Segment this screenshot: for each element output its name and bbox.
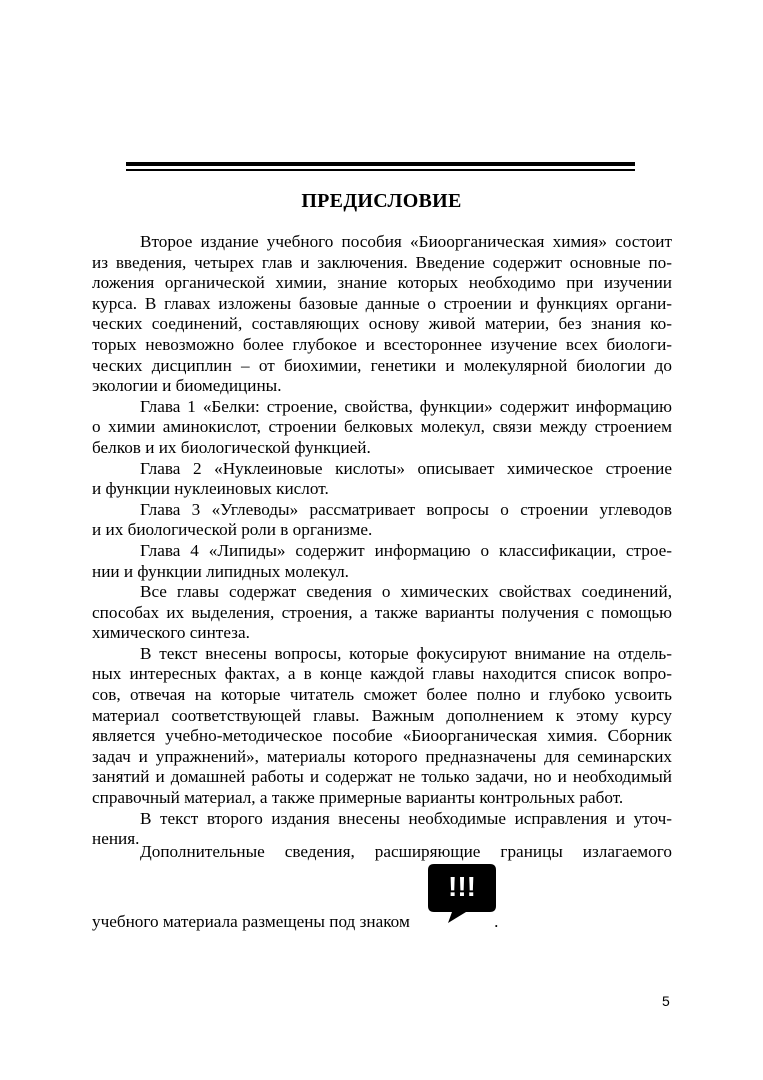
page-title: ПРЕДИСЛОВИЕ: [301, 190, 462, 212]
text-line: справочный материал, а также примерные варианты контрольных работ.: [92, 788, 624, 808]
text-line: и функции нуклеиновых кислот.: [92, 479, 329, 499]
text-line: Глава 4 «Липиды» содержит информацию о классификации, строе-: [140, 540, 672, 560]
text-line: Второе издание учебного пособия «Биоорганическая химия» состоит: [140, 232, 672, 251]
final-paragraph-line: Дополнительные сведения, расширяющие границы излагаемого: [140, 842, 672, 861]
text-line: химического синтеза.: [92, 623, 250, 643]
exclamation-speech-bubble-icon: [426, 862, 498, 924]
final-paragraph-period: .: [494, 912, 499, 931]
text-line: задач и упражнений», материалы которого предназначены для семинарских: [92, 746, 672, 766]
text-line: способах их выделения, строения, а также варианты получения с помощью: [92, 602, 672, 622]
text-line: Глава 3 «Углеводы» рассматривает вопросы о строении углеводов: [140, 499, 672, 519]
body-text: [92, 232, 672, 850]
text-line: Все главы содержат сведения о химических свойствах соединений,: [140, 582, 672, 602]
text-line: ложения органической химии, знание которых необходимо при изучении: [92, 273, 672, 293]
text-line: курса. В главах изложены базовые данные о строении и функциях органи-: [92, 293, 672, 313]
text-line: Глава 1 «Белки: строение, свойства, функции» содержит информацию: [140, 396, 672, 416]
top-rule-thick: [126, 162, 635, 166]
text-line: ных интересных фактах, а в конце каждой главы находится список вопро-: [92, 664, 672, 684]
text-line: и их биологической роли в организме.: [92, 520, 373, 540]
text-line: материал соответствующей главы. Важным дополнением к этому курсу: [92, 705, 672, 725]
text-line: экологии и биомедицины.: [92, 376, 282, 396]
text-line: из введения, четырех глав и заключения. Введение содержит основные по-: [92, 252, 672, 272]
final-paragraph: [92, 842, 672, 863]
text-line: В текст второго издания внесены необходимые исправления и уточ-: [140, 808, 672, 828]
text-line: занятий и домашней работы и содержат не только задачи, но и необходимый: [92, 767, 672, 787]
sign-icon-text: !!!: [448, 871, 476, 902]
text-line: ческих дисциплин – от биохимии, генетики и молекулярной биологии до: [92, 355, 672, 375]
text-line: нения.: [92, 829, 140, 849]
text-line: о химии аминокислот, строении белковых молекул, связи между строением: [92, 417, 672, 437]
page-number: 5: [662, 993, 670, 1009]
text-line: нии и функции липидных молекул.: [92, 561, 349, 581]
text-line: является учебно-методическое пособие «Биоорганическая химия. Сборник: [92, 726, 672, 746]
text-line: Глава 2 «Нуклеиновые кислоты» описывает химическое строение: [140, 458, 672, 478]
final-paragraph-text: учебного материала размещены под знаком: [92, 912, 410, 931]
text-line: торых невозможно более глубокое и всестороннее изучение всех биологи-: [92, 334, 672, 354]
text-line: белков и их биологической функцией.: [92, 437, 371, 457]
text-line: ческих соединений, составляющих основу живой материи, без знания ко-: [92, 314, 672, 334]
top-rule-thin: [126, 169, 635, 171]
text-line: В текст внесены вопросы, которые фокусируют внимание на отдель-: [140, 643, 672, 663]
text-line: сов, отвечая на которые читатель сможет более полно и глубоко усвоить: [92, 685, 672, 705]
